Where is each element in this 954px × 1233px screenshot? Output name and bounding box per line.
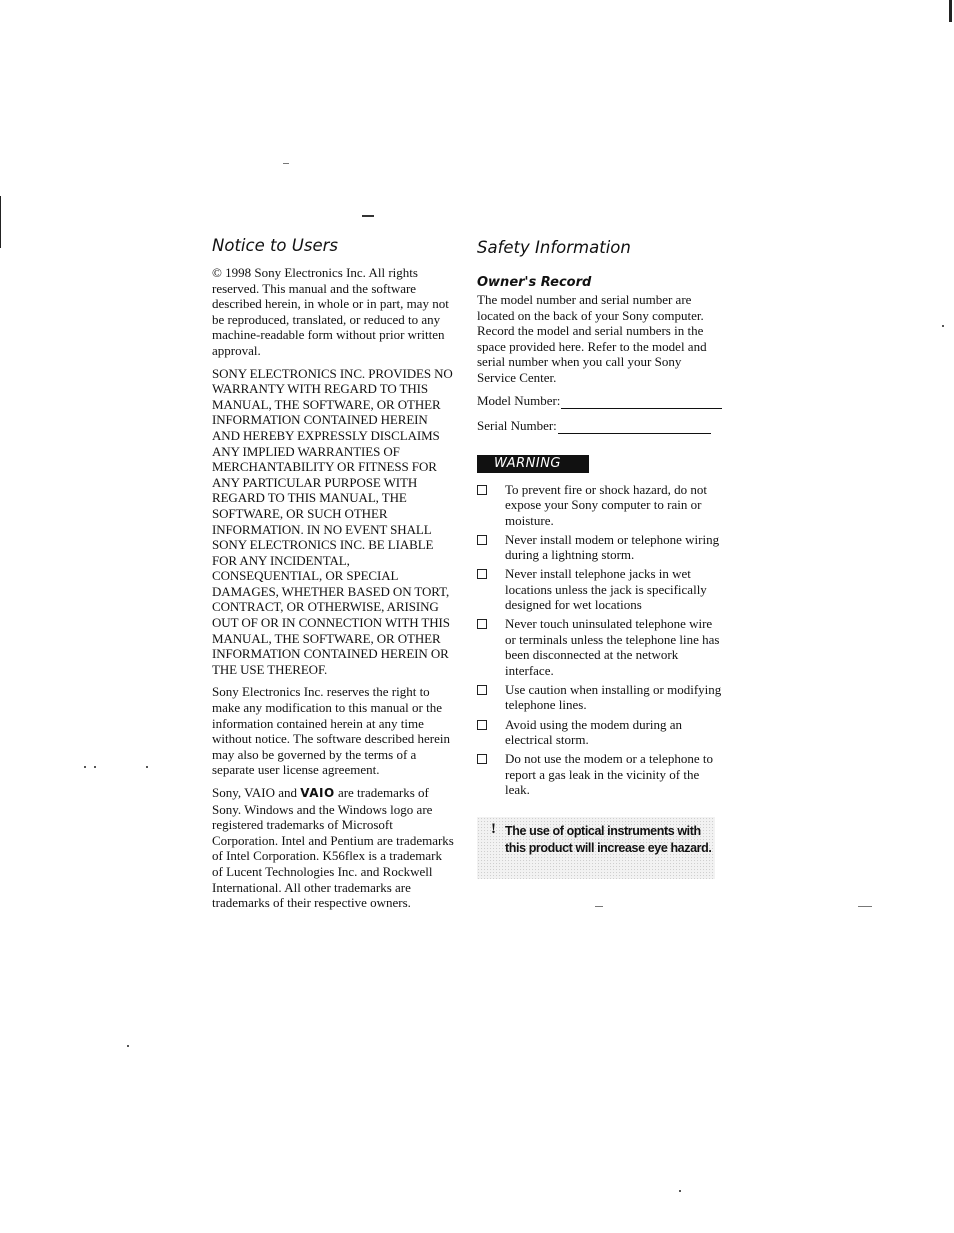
model-number-label: Model Number: (477, 392, 561, 408)
warning-text: Avoid using the modem during an electrical storm. (505, 716, 683, 748)
serial-number-label: Serial Number: (477, 417, 557, 433)
trademarks-paragraph (212, 785, 454, 911)
trademarks-text: are trademarks of Sony. Windows and the Windows logo are registered trademarks of Microsoft Corporation. Intel and Pentium are trademarks of Intel Corporation. K56flex is a trademark of Lucent Technologies Inc. and Rockwell International. All other trademarks are trademarks of their respective owners. (212, 785, 454, 911)
caution-text: The use of optical instruments with this product will increase eye hazard. (505, 823, 712, 855)
list-item (477, 717, 722, 748)
copyright-paragraph: © 1998 Sony Electronics Inc. All rights reserved. This manual and the software described herein, in whole or in part, may not be reproduced, translated, or reduced to any machine-readable form without prior written approval. (212, 265, 449, 358)
model-number-field[interactable] (477, 393, 722, 409)
warning-text: Never install modem or telephone wiring during a lightning storm. (505, 531, 720, 563)
checkbox-bullet-icon (477, 754, 487, 764)
scan-edge-mark-left (0, 196, 1, 248)
serial-number-blank[interactable] (558, 421, 711, 434)
notice-heading: Notice to Users (212, 236, 338, 255)
list-item (477, 532, 722, 563)
modification-rights-paragraph: Sony Electronics Inc. reserves the right to make any modification to this manual or the information contained herein at any time without notice. The software described herein may also be governed by the terms of a separate user license agreement. (212, 684, 451, 778)
checkbox-bullet-icon (477, 535, 487, 545)
scan-speck (127, 1045, 129, 1047)
model-number-blank[interactable] (561, 396, 722, 409)
checkbox-bullet-icon (477, 619, 487, 629)
warning-banner: WARNING (477, 455, 589, 473)
serial-number-field[interactable] (477, 418, 722, 434)
scan-dash (283, 163, 289, 164)
warning-text: To prevent fire or shock hazard, do not expose your Sony computer to rain or moisture. (505, 481, 707, 528)
scan-speck (146, 766, 148, 768)
vaio-logo: VAIO (300, 786, 335, 800)
owners-record-text: The model number and serial number are located on the back of your Sony computer. Record the model and serial numbers in the space provided here. Refer to the model and serial number when you call your Sony Service Center. (477, 292, 707, 385)
warning-text: Never install telephone jacks in wet locations unless the jack is specifically designed for wet locations (505, 566, 707, 613)
scan-speck (84, 766, 86, 768)
list-item (477, 616, 722, 678)
checkbox-bullet-icon (477, 485, 487, 495)
scan-edge-mark-right (949, 0, 952, 22)
checkbox-bullet-icon (477, 569, 487, 579)
warning-text: Use caution when installing or modifying telephone lines. (505, 681, 722, 713)
list-item (477, 751, 722, 798)
list-item (477, 682, 722, 713)
safety-column (477, 238, 722, 879)
scan-speck (942, 325, 944, 327)
owners-record-heading: Owner's Record (477, 275, 592, 290)
warning-text: Do not use the modem or a telephone to report a gas leak in the vicinity of the leak. (505, 751, 713, 798)
scan-speck (94, 766, 96, 768)
warranty-disclaimer: SONY ELECTRONICS INC. PROVIDES NO WARRANTY WITH REGARD TO THIS MANUAL, THE SOFTWARE, OR OTHER INFORMATION CONTAINED HEREIN AND HEREBY EXPRESSLY DISCLAIMS ANY IMPLIED WARRANTIES OF MERCHANTABILITY OR FITNESS FOR ANY PARTICULAR PURPOSE WITH REGARD TO THIS MANUAL, THE SOFTWARE, OR SUCH OTHER INFORMATION. IN NO EVENT SHALL SONY ELECTRONICS INC. BE LIABLE FOR ANY INCIDENTAL, CONSEQUENTIAL, OR SPECIAL DAMAGES, WHETHER BASED ON TORT, CONTRACT, OR OTHERWISE, ARISING OUT OF OR IN CONNECTION WITH THIS MANUAL, THE SOFTWARE, OR OTHER INFORMATION CONTAINED HEREIN OR THE USE THEREOF. (212, 365, 453, 677)
scan-dash (858, 906, 872, 907)
list-item (477, 482, 722, 529)
scan-speck (679, 1190, 681, 1192)
checkbox-bullet-icon (477, 685, 487, 695)
warning-text: Never touch uninsulated telephone wire or terminals unless the telephone line has been disconnected at the network interface. (505, 616, 720, 678)
checkbox-bullet-icon (477, 720, 487, 730)
notice-column (212, 236, 454, 918)
scan-dash (362, 215, 374, 217)
list-item (477, 566, 722, 613)
trademarks-intro: Sony, VAIO and (212, 785, 297, 800)
exclamation-icon: ! (491, 820, 496, 837)
scan-dash (595, 906, 603, 907)
warning-list (477, 482, 722, 798)
safety-heading: Safety Information (477, 238, 631, 257)
caution-box (477, 817, 715, 879)
